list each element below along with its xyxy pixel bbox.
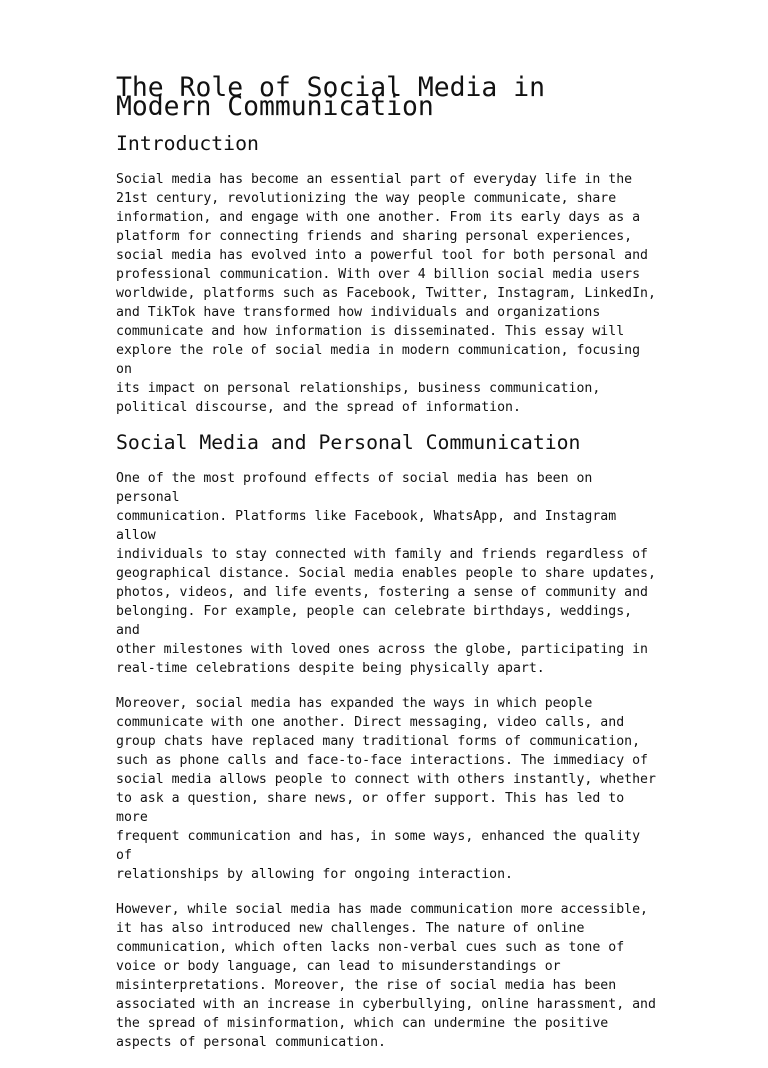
personal-communication-paragraph-1: One of the most profound effects of social media has been on personal communication. Platforms like Facebook, WhatsApp, and Instagram allow individuals to stay connected with family and friends regardless of geographical distance. Social media enables people to share updates, photos, videos, and life events, fostering a sense of community and belonging. For example, people can celebrate birthdays, weddings, and other milestones with loved ones across the globe, participating in real-time celebrations despite being physically apart. [116,471,656,676]
section-heading-personal-communication: Social Media and Personal Communication [116,431,581,454]
section-introduction [116,134,656,417]
section-personal-communication [116,433,656,1052]
personal-communication-paragraph-2: Moreover, social media has expanded the ways in which people communicate with one another. Direct messaging, video calls, and group chats have replaced many traditional forms of communication, such as phone calls and face-to-face interactions. The immediacy of social media allows people to connect with others instantly, whether to ask a question, share news, or offer support. This has led to more frequent communication and has, in some ways, enhanced the quality of relationships by allowing for ongoing interaction. [116,696,656,882]
section-heading-introduction: Introduction [116,132,259,155]
document-page [116,72,656,1068]
document-title: The Role of Social Media in Modern Communication [116,72,561,122]
introduction-paragraph: Social media has become an essential part of everyday life in the 21st century, revolutionizing the way people communicate, share information, and engage with one another. From its early days as a platform for connecting friends and sharing personal experiences, social media has evolved into a powerful tool for both personal and professional communication. With over 4 billion social media users worldwide, platforms such as Facebook, Twitter, Instagram, LinkedIn, and TikTok have transformed how individuals and organizations communicate and how information is disseminated. This essay will explore the role of social media in modern communication, focusing on its impact on personal relationships, business communication, political discourse, and the spread of information. [116,172,656,415]
personal-communication-paragraph-3: However, while social media has made communication more accessible, it has also introduced new challenges. The nature of online communication, which often lacks non-verbal cues such as tone of voice or body language, can lead to misunderstandings or misinterpretations. Moreover, the rise of social media has been associated with an increase in cyberbullying, online harassment, and the spread of misinformation, which can undermine the positive aspects of personal communication. [116,902,656,1050]
